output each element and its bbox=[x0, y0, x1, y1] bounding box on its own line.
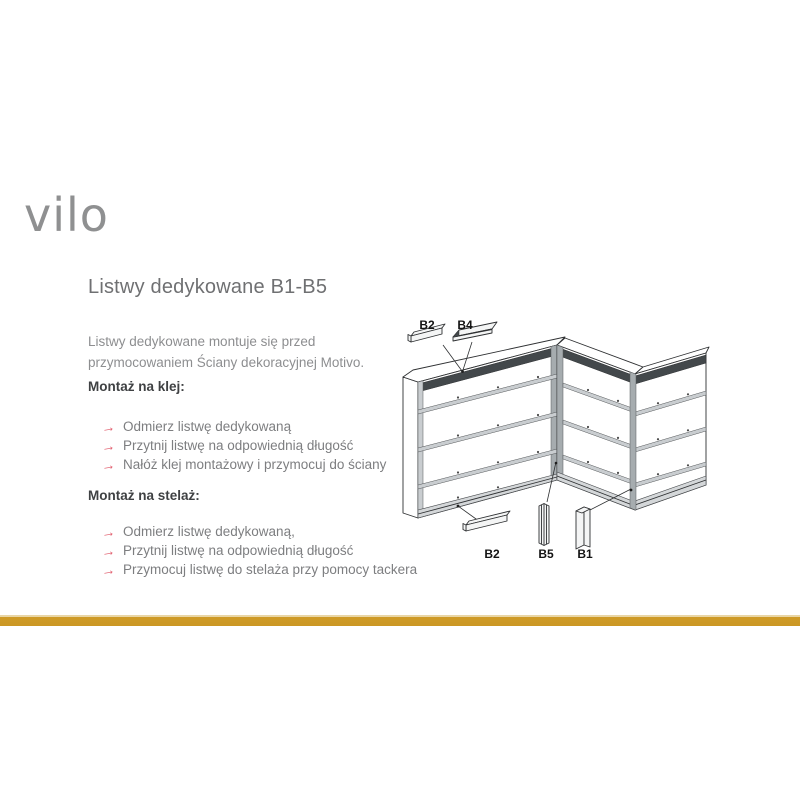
trim-piece-b1 bbox=[576, 507, 590, 549]
section-heading-frame-mount: Montaż na stelaż: bbox=[88, 488, 200, 503]
frame-mount-steps-list bbox=[101, 522, 417, 579]
arrow-bullet-icon: → bbox=[99, 522, 117, 541]
label-b2-bottom: B2 bbox=[484, 547, 500, 561]
list-item-text: Nałóż klej montażowy i przymocuj do ściany bbox=[123, 457, 387, 472]
return-wall-panel bbox=[630, 353, 706, 510]
trim-piece-b2-bottom bbox=[463, 511, 510, 531]
section-heading-glue-mount: Montaż na klej: bbox=[88, 379, 185, 394]
list-item-text: Przytnij listwę na odpowiednią długość bbox=[123, 438, 354, 453]
accent-bar bbox=[0, 615, 800, 626]
list-item-text: Przymocuj listwę do stelaża przy pomocy tackera bbox=[123, 562, 418, 577]
arrow-bullet-icon: → bbox=[99, 436, 117, 455]
intro-paragraph: Listwy dedykowane montuje się przed przymocowaniem Ściany dekoracyjnej Motivo. bbox=[88, 334, 365, 370]
list-item bbox=[101, 541, 417, 560]
list-item-text: Przytnij listwę na odpowiednią długość bbox=[123, 543, 354, 558]
page-title: Listwy dedykowane B1-B5 bbox=[88, 276, 328, 298]
list-item bbox=[101, 417, 386, 436]
list-item-text: Odmierz listwę dedykowaną, bbox=[123, 524, 295, 539]
arrow-bullet-icon: → bbox=[99, 541, 117, 560]
vilo-logo: vilo bbox=[24, 188, 109, 242]
arrow-bullet-icon: → bbox=[99, 417, 117, 436]
left-wall-panel bbox=[403, 337, 565, 518]
label-b4-top: B4 bbox=[457, 318, 473, 332]
list-item bbox=[101, 522, 417, 541]
arrow-bullet-icon: → bbox=[99, 560, 117, 579]
list-item bbox=[101, 560, 417, 579]
label-b5-bottom: B5 bbox=[538, 547, 554, 561]
corner-wall-technical-drawing bbox=[393, 300, 733, 565]
list-item bbox=[101, 436, 386, 455]
list-item-text: Odmierz listwę dedykowaną bbox=[123, 419, 292, 434]
list-item bbox=[101, 455, 386, 474]
label-b1-bottom: B1 bbox=[577, 547, 593, 561]
glue-mount-steps-list bbox=[101, 417, 386, 474]
label-b2-top: B2 bbox=[419, 318, 435, 332]
trim-piece-b5 bbox=[539, 504, 549, 546]
arrow-bullet-icon: → bbox=[99, 455, 117, 474]
